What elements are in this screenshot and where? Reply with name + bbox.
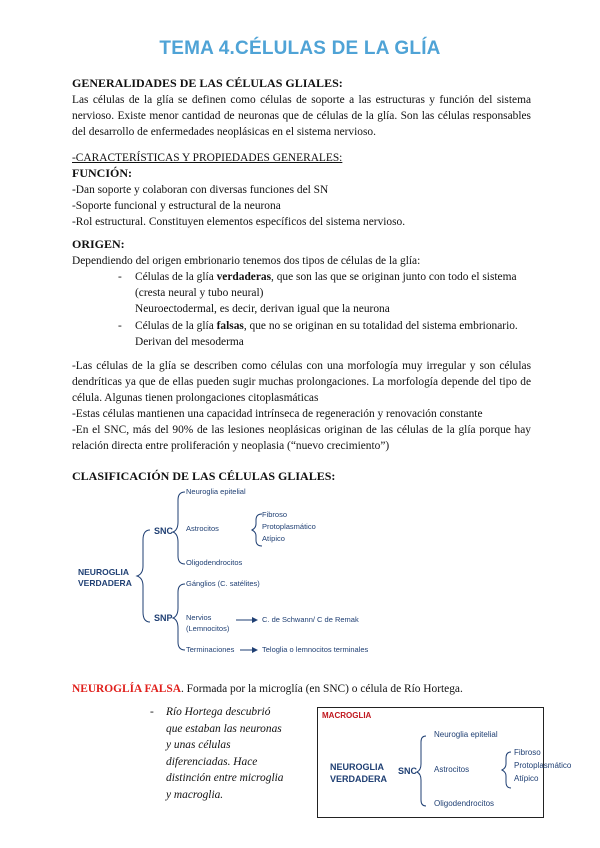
origen-intro: Dependiendo del origen embrionario tenemos dos tipos de células de la glía:: [72, 255, 421, 267]
diagram-root-line2: VERDADERA: [78, 578, 132, 588]
macroglia-snc: SNC: [398, 766, 418, 776]
diagram-ganglios: Gánglios (C. satélites): [186, 579, 260, 588]
diagram-protoplasmatico: Protoplasmático: [262, 522, 316, 531]
rio-hortega-note: Río Hortega descubrió que estaban las neuronas y unas células diferenciadas. Hace distinción entre microglia y macroglia.: [166, 706, 284, 801]
funcion-item-2: -Soporte funcional y estructural de la neurona: [72, 200, 281, 212]
generalidades-heading: GENERALIDADES DE LAS CÉLULAS GLIALES:: [72, 76, 343, 90]
morfologia-paragraph: -Las células de la glía se describen como células con una morfología muy irregular y son células dendríticas ya que de ellas pueden sugir muchas prolongaciones. La morfología depende del tipo de célula. Algunas tienen prolongaciones citoplasmáticas: [72, 360, 531, 404]
macroglia-root-line1: NEUROGLIA: [330, 762, 384, 772]
neuroglia-falsa-label: NEUROGLÍA FALSA: [72, 683, 181, 695]
funcion-item-1: -Dan soporte y colaboran con diversas funciones del SN: [72, 184, 329, 196]
diagram-astrocitos: Astrocitos: [186, 524, 219, 533]
origen-item-1-extra: Neuroectodermal, es decir, derivan igual que la neurona: [135, 303, 390, 315]
page-title: TEMA 4.CÉLULAS DE LA GLÍA: [159, 38, 441, 59]
origen-item-2: Células de la glía falsas, que no se originan en su totalidad del sistema embrionario.: [135, 320, 518, 332]
diagram-teloglia: Teloglia o lemnocitos terminales: [262, 645, 369, 654]
diagram-schwann: C. de Schwann/ C de Remak: [262, 615, 359, 624]
macroglia-oligodendrocitos: Oligodendrocitos: [434, 799, 495, 808]
caracteristicas-heading: -CARACTERÍSTICAS Y PROPIEDADES GENERALES:: [72, 152, 343, 164]
generalidades-text: Las células de la glía se definen como células de soporte a las estructuras y función del sistema nervioso. Existe menor cantidad de neuronas que de células de la glía. Son las células responsables del desarrollo de enfermedades neoplásicas en el sistema nervioso.: [72, 94, 531, 138]
diagram-atipico: Atípico: [262, 534, 285, 543]
regeneracion-paragraph: -Estas células mantienen una capacidad intrínseca de regeneración y renovación constante: [72, 408, 483, 420]
origen-item-2-extra: Derivan del mesoderma: [135, 336, 244, 348]
funcion-item-3: -Rol estructural. Constituyen elementos específicos del sistema nervioso.: [72, 216, 406, 228]
diagram-snp: SNP: [154, 613, 173, 623]
origen-dash-1: -: [118, 271, 122, 283]
origen-item-1: Células de la glía verdaderas, que son las que se originan junto con todo el sistema (cresta neural y tubo neural): [135, 271, 517, 299]
diagram-root-line1: NEUROGLIA: [78, 567, 129, 577]
macroglia-root-line2: VERDADERA: [330, 774, 388, 784]
diagram-terminaciones: Terminaciones: [186, 645, 235, 654]
diagram-snc: SNC: [154, 526, 174, 536]
macroglia-atipico: Atípico: [514, 774, 539, 783]
diagram-neuroglia-epitelial: Neuroglia epitelial: [186, 487, 246, 496]
macroglia-fibroso: Fibroso: [514, 748, 541, 757]
neuroglia-falsa-line: NEUROGLÍA FALSA. Formada por la microglía (en SNC) o célula de Río Hortega.: [72, 683, 463, 695]
macroglia-neuroglia-epitelial: Neuroglia epitelial: [434, 730, 498, 739]
origen-heading: ORIGEN:: [72, 237, 125, 251]
macroglia-box: [317, 707, 572, 818]
diagram-nervios-line1: Nervios: [186, 613, 212, 622]
neuroglia-falsa-dash: -: [150, 706, 154, 718]
macroglia-protoplasmatico: Protoplasmático: [514, 761, 572, 770]
origen-dash-2: -: [118, 320, 122, 332]
neoplasia-paragraph: -En el SNC, más del 90% de las lesiones neoplásicas originan de las células de la glía porque hay relación directa entre proliferación y neoplasia (“nuevo crecimiento”): [72, 424, 531, 452]
macroglia-astrocitos: Astrocitos: [434, 765, 470, 774]
macroglia-header: MACROGLIA: [322, 711, 372, 720]
funcion-heading: FUNCIÓN:: [72, 166, 132, 180]
diagram-oligodendrocitos: Oligodendrocitos: [186, 558, 243, 567]
diagram-fibroso: Fibroso: [262, 510, 288, 519]
clasificacion-heading: CLASIFICACIÓN DE LAS CÉLULAS GLIALES:: [72, 469, 336, 483]
diagram-nervios-line2: (Lemnocitos): [186, 624, 230, 633]
